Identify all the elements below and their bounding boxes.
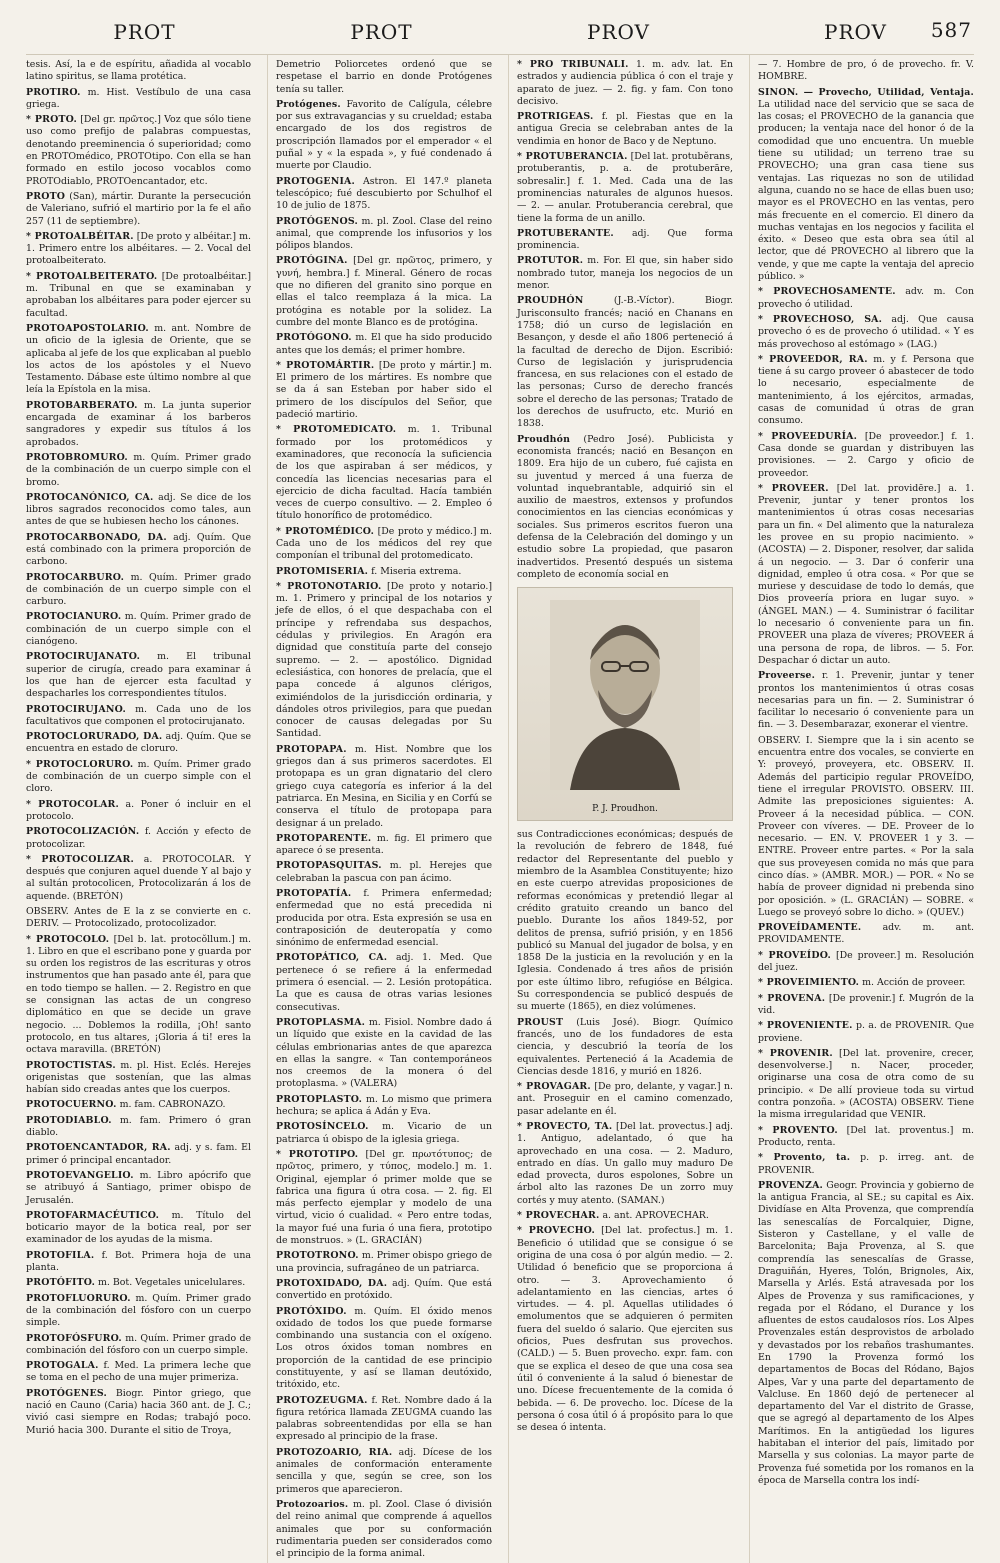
entry-definition: a. PROTOCOLAR. Y después que conjuren aquel duende Y al bajo y al sultán protocolicen, Protocolizarán á los de aquende. (BRETÓN) (26, 853, 251, 902)
column-2 (267, 55, 492, 1563)
entry-definition: f. Primera enfermedad; enfermedad que no está precedida ni producida por otra. Esta expresión se usa en contraposición de deuteropatía y como sinónimo de enfermedad esencial. (276, 888, 492, 949)
entry-definition: adj. Quím. Que está convertido en protóxido. (276, 1277, 492, 1302)
entry-headword: PROTOCIRUJANO. (26, 703, 126, 715)
entry-definition: adj. 1. Med. Que pertenece ó se refiere á la enfermedad primera ó esencial. — 2. Lesión protopática. La que es causa de otras varias lesiones consecutivas. (276, 952, 492, 1013)
entry-headword: PROTOCARBURO. (26, 571, 125, 583)
dictionary-entry (758, 431, 974, 480)
dictionary-entry (26, 271, 251, 320)
entry-headword: * PROVAGAR. (517, 1081, 591, 1093)
entry-headword: PROTOCOLIZACIÓN. (26, 826, 140, 838)
entry-definition: m. Acción de proveer. (862, 977, 966, 989)
entry-headword: * PROTONOTARIO. (276, 580, 382, 592)
dictionary-entry (26, 1115, 251, 1140)
header-word-3: PROV (586, 20, 650, 44)
entry-headword: PROTÓGENES. (26, 1387, 107, 1399)
entry-definition: [Del lat. proventus.] m. Producto, renta. (758, 1124, 974, 1148)
entry-headword: PROTOSÍNCELO. (276, 1121, 369, 1133)
entry-headword: PROTOGENIA. (276, 175, 355, 187)
entry-headword: PROTOPASQUITAS. (276, 860, 382, 872)
dictionary-entry (758, 977, 974, 989)
entry-definition: (Pedro José). Publicista y economista francés; nació en Besançon en 1809. Era hijo de un cubero, fué cajista en su juventud y merced á una fuerza de voluntad inquebrantable, adquirió sin el auxilio de maestros, extensos y profundos conocimientos en las ciencias económicas y sociales. Sus primeros escritos fueron una defensa de la Celebración del domingo y un estudio sobre La propiedad, que pasaron inadvertidos. Presentó después un sistema completo de economía social en (517, 433, 733, 580)
entry-definition: m. Quím. Primer grado de la combinación del fósforo con un cuerpo simple. (26, 1292, 251, 1329)
entry-definition: m. Quím. El óxido menos oxidado de todos los que puede formarse combinando una sustancia con el oxígeno. Los otros óxidos toman nombres en proporción de la cantidad de ese principio constituyente, y así se llaman deutóxido, tritóxido, etc. (276, 1305, 493, 1391)
entry-headword: PROTOENCANTADOR, RA. (26, 1142, 171, 1154)
entry-headword: PROTOZEUGMA. (276, 1394, 368, 1406)
dictionary-entry (758, 354, 974, 428)
dictionary-entry (276, 1149, 492, 1247)
entry-definition: [Del lat. providēre.] a. 1. Prevenir, juntar y tener prontos los mantenimientos ú otras cosas necesarias para un fin. « Del alimento que la naturaleza les provee en su propio nacimiento. » (ACOSTA) — 2. Disponer, resolver, dar salida á un negocio. — 3. Dar ó conferir una dignidad, empleo ú otra cosa. « Por que se muriese y descuidase de todo lo demás, que Dios proveería priora en lugar suyo. » (ÁNGEL MAN.) — 4. Suministrar ó facilitar lo necesario ó conveniente para un fin. PROVEER una plaza de víveres; PROVEER á una persona de ropa, de libros. — 5. For. Despachar ó dictar un auto. (758, 482, 974, 666)
entry-headword: PROTOMISERIA. (276, 565, 369, 577)
entry-headword: * PROVECTO, TA. (517, 1121, 613, 1132)
dictionary-entry (758, 1180, 974, 1487)
entry-definition: adj. Dícese de los animales de conformación enteramente sencilla y que, según se cree, son los primeros que aparecieron. (276, 1446, 492, 1495)
dictionary-entry (517, 1225, 733, 1434)
dictionary-entry (26, 704, 251, 729)
entry-headword: PROTOCUERNO. (26, 1099, 117, 1111)
entry-definition: m. Libro apócrifo que se atribuyó á Santiago, primer obispo de Jerusalén. (26, 1169, 252, 1206)
entry-definition: adj. Se dice de los libros sagrados reconocidos como tales, aun antes de que se hubiesen hecho los cánones. (26, 491, 252, 528)
entry-headword: PROTOFILA. (26, 1249, 95, 1261)
entry-headword: PROTRIGEAS. (517, 111, 594, 123)
entry-headword: * PROVECHO. (517, 1225, 595, 1237)
dictionary-entry (26, 452, 251, 489)
dictionary-entry (26, 1277, 251, 1289)
entry-headword: PROUST (517, 1016, 564, 1028)
columns (26, 54, 975, 1560)
entry-definition: Favorito de Calígula, célebre por sus extravagancias y su crueldad; estaba encargado de los dos registros de proscripción llamados por el emperador « el puñal » y « la espada », y fué condenado á muerte por Claudio. (276, 98, 492, 172)
entry-definition: f. pl. Fiestas que en la antigua Grecia se celebraban antes de la vendimia en honor de Baco y de Neptuno. (517, 111, 733, 147)
entry-headword: PROTÓXIDO. (276, 1305, 347, 1317)
entry-definition: a. Poner ó incluir en el protocolo. (26, 798, 251, 822)
entry-definition: [De protoalbéitar.] m. Tribunal en que se examinaban y aprobaban los albéitares para poder ejercer su facultad. (26, 270, 251, 319)
dictionary-entry (276, 1499, 492, 1560)
entry-definition: m. Lo mismo que primera hechura; se aplica á Adán y Eva. (276, 1093, 492, 1118)
dictionary-entry (276, 566, 492, 578)
entry-definition: m. Fisiol. Nombre dado á un líquido que existe en la cavidad de las células embrionarias antes de que aparezca en ellas la sangre. « Tan contemporáneos nos creemos de la monera ó del protoplasma. » (VALERA) (276, 1016, 492, 1090)
dictionary-entry (758, 1152, 974, 1177)
dictionary-entry (26, 1360, 251, 1385)
entry-headword: PROTO (26, 190, 66, 202)
entry-headword: * PROVENIENTE. (758, 1020, 853, 1032)
entry-headword: PROTOCIRUJANATO. (26, 651, 141, 663)
entry-definition: m. La junta superior encargada de examinar á los barberos sangradores y expedir sus títulos á los aprobados. (26, 399, 252, 448)
entry-headword: PROTOTRONO. (276, 1250, 359, 1262)
entry-headword: * PROVEER. (758, 482, 829, 494)
entry-definition: tesis. Así, la e de espíritu, añadida al vocablo latino spiritus, se llama protética. (26, 59, 251, 83)
dictionary-entry (758, 950, 974, 975)
entry-definition: m. For. El que, sin haber sido nombrado tutor, maneja los negocios de un menor. (517, 255, 733, 292)
dictionary-entry (26, 323, 251, 397)
dictionary-entry (517, 295, 733, 430)
column-1 (26, 55, 251, 1563)
entry-definition: [De provenir.] f. Mugrón de la vid. (758, 992, 974, 1016)
dictionary-entry (26, 1142, 251, 1167)
entry-definition: m. pl. Zool. Clase ó división del reino animal que comprende á aquellos animales que por su conformación rudimentaria pueden ser considerados como el principio de la forma animal. (276, 1498, 492, 1560)
dictionary-entry (276, 332, 492, 357)
entry-headword: PROTOPÁTICO, CA. (276, 952, 388, 964)
dictionary-entry (26, 759, 251, 796)
entry-headword: * PROTOTIPO. (276, 1148, 359, 1160)
entry-headword: * PROTOCOLIZAR. (26, 853, 134, 865)
column-3-entries (517, 59, 733, 581)
dictionary-entry (758, 1020, 974, 1045)
column-3-entries-after (517, 829, 733, 1434)
dictionary-entry (26, 651, 251, 700)
dictionary-entry (276, 526, 492, 563)
entry-headword: * PROVEIMIENTO. (758, 977, 860, 989)
entry-definition: m. Hist. Nombre que los griegos dan á sus primeros sacerdotes. El protopapa es un gran dignatario del clero griego cuya categoría es inferior á la del patriarca. En Mesina, en Sicilia y en Corfú se conserva el título de protopapa para designar á un prelado. (276, 743, 492, 829)
dictionary-entry (758, 735, 974, 919)
entry-headword: PROTODIABLO. (26, 1114, 112, 1126)
dictionary-entry (758, 314, 974, 351)
dictionary-entry (517, 1017, 733, 1078)
dictionary-entry (517, 255, 733, 292)
dictionary-entry (26, 1170, 251, 1207)
entry-definition: [Del b. lat. protocŏllum.] m. 1. Libro en que el escribano pone y guarda por su orden los registros de las escrituras y otros instrumentos que han pasado ante él, para que en todo tiempo se hallen. — 2. Registro en que se consignan las actas de un congreso diplomático en que se decide un grave negocio. ... Doblemos la rodilla, ¡Oh! santo protocolo, en tus altares, ¡Gloria á ti! eres la octava maravilla. (BRETÓN) (26, 933, 251, 1056)
entry-headword: * PROVEEDOR, RA. (758, 353, 868, 365)
entry-headword: PROTÓGINA. (276, 255, 348, 267)
dictionary-entry (26, 231, 251, 268)
entry-headword: PROTOPLASMA. (276, 1016, 366, 1028)
entry-headword: * PROTOCOLAR. (26, 798, 120, 810)
entry-definition: adj. Que causa provecho ó es de provecho ó utilidad. « Y es más provechoso al estómago » (LAG.) (758, 313, 974, 350)
entry-headword: PROTOCARBONADO, DA. (26, 531, 167, 543)
entry-definition: [Del gr. πρῶτος, primero, y γυνή, hembra.] f. Mineral. Género de rocas que no difieren del granito sino porque en ellas el talco reemplaza á la mica. La protógina es notable por la solidez. La cumbre del monte Blanco es de protógina. (276, 255, 492, 328)
proudhon-portrait (517, 587, 733, 821)
dictionary-entry (276, 888, 492, 949)
dictionary-entry (276, 952, 492, 1013)
entry-definition: [De proto y albéitar.] m. 1. Primero entre los albéitares. — 2. Vocal del protoalbeiterato. (26, 230, 251, 267)
entry-definition: m. El que ha sido producido antes que los demás; el primer hombre. (276, 332, 493, 356)
entry-headword: Protógenes. (276, 98, 341, 110)
dictionary-entry (26, 114, 251, 188)
dictionary-entry (26, 492, 251, 529)
dictionary-entry (276, 255, 492, 329)
column-4-entries (758, 59, 974, 1487)
dictionary-entry (276, 1278, 492, 1303)
entry-definition: (J.-B.-Víctor). Biogr. Jurisconsulto francés; nació en Chanans en 1758; dió un curso de legislación en Besançon, y desde el año 1806 perteneció á la facultad de derecho de Dijon. Escribió: Curso de legislación y jurisprudencia francesa, en sus relaciones con el estado de las personas; Curso de derecho francés sobre el derecho de las personas; Tratado de los derechos de usufructo, etc. Murió en 1838. (517, 295, 733, 430)
dictionary-entry (517, 1081, 733, 1118)
entry-definition: f. Ret. Nombre dado á la figura retórica llamada ZEUGMA cuando las palabras sobreentendidas por ella se han expresado al principio de la frase. (276, 1394, 492, 1443)
dictionary-entry (26, 1060, 251, 1097)
entry-definition: Biogr. Pintor griego, que nació en Cauno (Caria) hacia 360 ant. de J. C.; vivió casi siempre en Rodas; trabajó poco. Murió hacia 300. Durante el sitio de Troya, (26, 1387, 251, 1436)
entry-headword: PROTOCIANURO. (26, 611, 122, 623)
entry-definition: f. Miseria extrema. (371, 565, 462, 577)
entry-headword: PROTOPARENTE. (276, 832, 372, 844)
dictionary-entry (26, 1210, 251, 1247)
entry-headword: PROTUTOR. (517, 255, 584, 267)
entry-definition: (Luis José). Biogr. Químico francés, uno de los fundadores de esta ciencia, y descubrió la teoría de los equivalentes. Perteneció á la Academia de Ciencias desde 1816, y murió en 1826. (517, 1016, 733, 1077)
entry-definition: m. Quím. Primer grado de combinación de un cuerpo simple con el cianógeno. (26, 611, 251, 648)
column-1-entries (26, 59, 251, 1437)
entry-definition: p. p. irreg. ant. de PROVENIR. (758, 1152, 974, 1176)
entry-headword: * PROVEEDURÍA. (758, 430, 858, 442)
dictionary-entry (26, 191, 251, 228)
entry-definition: p. a. de PROVENIR. Que proviene. (758, 1020, 974, 1044)
dictionary-entry (26, 572, 251, 609)
column-4 (749, 55, 974, 1563)
entry-headword: PROTOFÓSFURO. (26, 1332, 122, 1344)
running-header (26, 10, 974, 54)
entry-definition: Astron. El 147.º planeta telescópico; fué descubierto por Schulhof el 10 de julio de 1875. (276, 175, 492, 212)
entry-headword: * PROVECHAR. (517, 1210, 600, 1222)
dictionary-entry (26, 1293, 251, 1330)
column-2-entries (276, 59, 492, 1560)
entry-definition: [De proveedor.] f. 1. Casa donde se guardan y distribuyen las provisiones. — 2. Cargo y oficio de proveedor. (758, 430, 974, 479)
entry-headword: PROTOPATÍA. (276, 888, 352, 899)
entry-definition: [Del lat. profectus.] m. 1. Beneficio ó utilidad que se consigue ó se origina de una cosa ó por algún medio. — 2. Utilidad ó beneficio que se proporciona á otro. — 3. Aprovechamiento ó adelantamiento en las ciencias, artes ó virtudes. — 4. pl. Aquellas utilidades ó emolumentos que se adquieren ó permiten fuera del sueldo ó salario. Que ejerciten sus oficios, Pues desfrutan sus provechos. (CALD.) — 5. Buen provecho. expr. fam. con que se explica el deseo de que una cosa sea útil ó conveniente á la salud ó bienestar de uno. Dícese frecuentemente de la comida ó bebida. — 6. De provecho. loc. Dícese de la persona ó cosa útil ó á propósito para lo que se desea ó intenta. (517, 1225, 733, 1434)
entry-headword: * PROTUBERANCIA. (517, 151, 628, 163)
dictionary-entry (276, 1121, 492, 1146)
entry-definition: [Del gr. πρωτότυπος; de πρῶτος, primero, y τύπος, modelo.] m. 1. Original, ejemplar ó primer molde que se fabrica una figura ú otra cosa. — 2. fig. El más perfecto ejemplar y modelo de una virtud, vicio ó cualidad. « Pero entre todas, la mayor fué una furia ó una fiera, prototipo de monstruos. » (L. GRACIÁN) (276, 1148, 492, 1247)
entry-definition: [De pro, delante, y vagar.] n. ant. Proseguir en el camino comenzado, pasar adelante en él. (517, 1081, 733, 1117)
entry-definition: m. Quím. Primer grado de combinación de un cuerpo simple con el cloro. (26, 758, 251, 795)
dictionary-entry (517, 151, 733, 225)
entry-definition: [Del lat. provectus.] adj. 1. Antiguo, adelantado, ó que ha aprovechado en una cosa. — 2. Maduro, entrado en días. Un gallo muy maduro De edad provecta, duros espolones, Sobre un árbol alto las razones De un zorro muy cortés y muy atento. (SAMAN.) (517, 1121, 734, 1206)
dictionary-entry (276, 59, 492, 96)
entry-headword: * PROTO. (26, 114, 77, 126)
dictionary-entry (276, 1306, 492, 1392)
entry-definition: — 7. Hombre de pro, ó de provecho. fr. V. HOMBRE. (758, 59, 974, 83)
entry-headword: * PROVECHOSO, SA. (758, 313, 883, 325)
entry-definition: Demetrio Poliorcetes ordenó que se respetase el barrio en donde Protógenes tenía su taller. (276, 59, 492, 95)
header-word-4-wrap (737, 20, 974, 44)
entry-headword: * Provento, ta. (758, 1152, 851, 1164)
entry-definition: m. El tribunal superior de cirugía, creado para examinar á los que han de ejercer esta facultad y despacharles los correspondientes títulos. (26, 651, 251, 700)
dictionary-entry (276, 360, 492, 421)
entry-headword: PROUDHÓN (517, 295, 584, 307)
dictionary-entry (276, 833, 492, 858)
entry-headword: PROTOAPOSTOLARIO. (26, 322, 149, 334)
portrait-engraving (550, 600, 700, 790)
dictionary-entry (758, 483, 974, 667)
entry-definition: f. Bot. Primera hoja de una planta. (26, 1249, 251, 1274)
entry-definition: adj. Que forma prominencia. (517, 227, 733, 252)
entry-headword: Proveerse. (758, 670, 816, 682)
entry-definition: m. 1. Tribunal formado por los protomédicos y examinadores, que reconocía la suficiencia de los que aspiraban á ser médicos, y concedía las licencias necesarias para el ejercicio de dicha facultad. Hacía también veces de cuerpo consultivo. — 2. Empleo ó título honorífico de protomédico. (276, 424, 492, 522)
dictionary-entry (26, 731, 251, 756)
header-word-2: PROT (350, 20, 413, 44)
entry-definition: adv. m. ant. PROVIDAMENTE. (758, 922, 974, 946)
dictionary-entry (276, 744, 492, 830)
dictionary-entry (276, 424, 492, 522)
dictionary-entry (26, 1099, 251, 1111)
dictionary-entry (276, 176, 492, 213)
entry-headword: * PROVECHOSAMENTE. (758, 286, 896, 298)
dictionary-entry (517, 1210, 733, 1222)
dictionary-entry (758, 1048, 974, 1122)
entry-headword: * PROVEÍDO. (758, 949, 831, 961)
entry-definition: La utilidad nace del servicio que se saca de las cosas; el PROVECHO de la ganancia que producen; la ventaja nace del honor ó de la comodidad que uno encuentra. Un mueble tiene su utilidad; un terreno trae su PROVECHO; una gran casa tiene sus ventajas. Las riquezas no son de utilidad alguna, cuando no se hace de ellas buen uso; mayor es el PROVECHO en las ventas, pero más frecuente en el comercio. El dinero da muchas ventajas en los negocios y facilita el éxito. « Deseo que esta obra sea útil al lector, que dé PROVECHO al librero que la vende, y que me capte la ventaja del aprecio público. » (758, 98, 974, 283)
entry-definition: m. fam. Primero ó gran diablo. (26, 1114, 252, 1139)
dictionary-entry (517, 434, 733, 582)
entry-headword: PROTOCTISTAS. (26, 1059, 116, 1071)
entry-definition: adj. Quím. Que está combinado con la primera proporción de carbono. (26, 531, 251, 568)
entry-headword: PROTÓGONO. (276, 332, 352, 344)
entry-headword: * PROVENTO. (758, 1124, 838, 1136)
entry-definition: [Del lat. protubĕrans, protuberantis, p. a. de protuberāre, sobresalir.] f. 1. Med. Cada una de las prominencias naturales de algunos huesos. — 2. — anular. Protuberancia cerebral, que tiene la forma de un anillo. (517, 151, 734, 224)
entry-definition: m. pl. Herejes que celebraban la pascua con pan ácimo. (276, 860, 492, 884)
entry-definition: m. Hist. Vestíbulo de una casa griega. (26, 86, 251, 110)
dictionary-entry (26, 611, 251, 648)
dictionary-entry (26, 1250, 251, 1275)
dictionary-entry (276, 1017, 492, 1091)
entry-headword: * PRO TRIBUNALI. (517, 59, 629, 70)
entry-definition: f. Acción y efecto de protocolizar. (26, 826, 252, 850)
dictionary-entry (276, 99, 492, 173)
dictionary-entry (758, 87, 974, 284)
dictionary-entry (26, 532, 251, 569)
entry-definition: sus Contradicciones económicas; después de la revolución de febrero de 1848, fué redactor del Representante del pueblo y miembro de la Asamblea Constituyente; hizo en este cuerpo atrevidas proposiciones de reformas económicas y pretendió llegar al crédito gratuito creando un banco del pueblo. Durante los años 1849-52, por delitos de prensa, sufrió prisión, y en 1856 publicó su Manual del jugador de bolsa, y en 1858 De la justicia en la revolución y en la Iglesia. Condenado á tres años de prisión por este último libro, refugióse en Bélgica. Su correspondencia se publicó después de su muerte (1865), en diez volúmenes. (517, 829, 733, 1013)
entry-headword: * PROTOALBEITERATO. (26, 270, 158, 282)
entry-headword: PROTÓFITO. (26, 1277, 96, 1289)
entry-definition: m. fam. CABRONAZO. (119, 1099, 226, 1111)
dictionary-entry (758, 59, 974, 84)
entry-definition: m. Bot. Vegetales unicelulares. (98, 1277, 246, 1289)
entry-definition: [De proto y mártir.] m. El primero de los mártires. Es nombre que se da á san Esteban por haber sido el primero de los discípulos del Señor, que padeció martirio. (276, 359, 493, 421)
entry-headword: PROTOCANÓNICO, CA. (26, 491, 154, 503)
entry-headword: PROTOFLUORURO. (26, 1292, 131, 1304)
entry-definition: (San), mártir. Durante la persecución de Valeriano, sufrió el martirio por la fe el año 257 (11 de septiembre). (26, 190, 251, 227)
entry-headword: * PROTOCOLO. (26, 933, 110, 945)
entry-headword: Proudhón (517, 433, 571, 445)
dictionary-entry (276, 581, 492, 741)
entry-headword: PROTÓGENOS. (276, 215, 358, 227)
entry-headword: SINON. — Provecho, Utilidad, Ventaja. (758, 86, 974, 98)
entry-definition: [De proto y médico.] m. Cada uno de los médicos del rey que componían el tribunal del protomedicato. (276, 525, 493, 562)
entry-headword: PROTOEVANGELIO. (26, 1169, 134, 1181)
entry-headword: Protozoarios. (276, 1498, 349, 1510)
dictionary-entry (758, 286, 974, 311)
entry-definition: m. Quím. Primer grado de combinación del fósforo con un cuerpo simple. (26, 1332, 251, 1356)
header-word-4: PROV (823, 20, 887, 44)
entry-headword: PROTOPAPA. (276, 743, 347, 755)
entry-headword: PROTOBARBERATO. (26, 399, 138, 411)
header-word-1: PROT (113, 20, 176, 44)
entry-headword: * PROTOMÉDICO. (276, 525, 375, 537)
dictionary-entry (517, 1121, 733, 1207)
entry-definition: m. Quím. Primer grado de la combinación de un cuerpo simple con el bromo. (26, 451, 251, 488)
portrait-caption: P. J. Proudhon. (592, 804, 658, 815)
entry-definition: m. Primer obispo griego de una provincia, sufragáneo de un patriarca. (276, 1250, 492, 1274)
dictionary-entry (276, 1447, 492, 1496)
entry-definition: a. ant. APROVECHAR. (602, 1210, 709, 1222)
entry-definition: OBSERV. I. Siempre que la i sin acento se encuentra entre dos vocales, se convierte en Y: proveyó, proveyera, etc. OBSERV. II. Además del participio regular PROVEÍDO, tiene el irregular PROVISTO. OBSERV. III. Admite las preposiciones siguientes: A. Proveer á la necesidad pública. — CON. Proveer con víveres. — DE. Proveer de lo necesario. — EN. V. PROVEER 1 y 3. — ENTRE. Proveer entre partes. « Por la sala que sus proveyesen comida no más que para cinco días. » (AMBR. MOR.) — POR. « No se había de proveer dignidad ni prebenda sino por oposición. » (L. GRACIÁN) — SOBRE. « Luego se proveyó sobre lo dicho. » (QUEV.) (758, 734, 974, 918)
dictionary-entry (26, 1388, 251, 1437)
dictionary-entry (26, 1333, 251, 1358)
entry-definition: m. y f. Persona que tiene á su cargo proveer ó abastecer de todo lo necesario, especialmente de mantenimiento, á los ejércitos, armadas, casas de comunidad ú otras de gran consumo. (758, 353, 974, 427)
entry-headword: * PROVENIR. (758, 1047, 833, 1059)
entry-definition: [Del lat. provenire, crecer, desenvolverse.] n. Nacer, proceder, originarse una cosa de otra como de su principio. « De allí provieue toda su virtud contra ponzoña. » (ACOSTA) OBSERV. Tiene la misma irregularidad que VENIR. (758, 1047, 974, 1121)
dictionary-entry (517, 829, 733, 1013)
dictionary-entry (276, 1094, 492, 1119)
dictionary-entry (758, 993, 974, 1018)
dictionary-entry (276, 1395, 492, 1444)
dictionary-entry (26, 854, 251, 903)
dictionary-entry (276, 216, 492, 253)
entry-definition: m. Quím. Primer grado de combinación de un cuerpo simple con el carburo. (26, 571, 251, 608)
entry-definition: r. 1. Prevenir, juntar y tener prontos los mantenimientos ú otras cosas necesarias para un fin. — 2. Suministrar ó facilitar lo necesario ó conveniente para un fin. — 3. Desembarazar, exonerar el vientre. (758, 670, 974, 731)
dictionary-entry (26, 87, 251, 112)
entry-headword: * PROVENA. (758, 992, 826, 1004)
entry-definition: m. Cada uno de los facultativos que componen el protocirujanato. (26, 703, 252, 727)
column-3 (508, 55, 733, 1563)
entry-definition: m. ant. Nombre de un oficio de la iglesia de Oriente, que se aplicaba al jefe de los que explicaban al pueblo los actos de los apóstoles y el Nuevo Testamento. Dábase este último nombre al que leía la Epístola en la misa. (26, 322, 251, 396)
dictionary-entry (26, 799, 251, 824)
entry-headword: PROTIRO. (26, 86, 81, 98)
entry-definition: [De proto y notario.] m. 1. Primero y principal de los notarios y jefe de ellos, ó el que despachaba con el príncipe y refrendaba sus despachos, cédulas y privilegios. En Aragón era dignidad que constituía parte del consejo supremo. — 2. — apostólico. Dignidad eclesiástica, con honores de prelacía, que el papa concede á algunos clérigos, eximiéndolos de la jurisdicción ordinaria, y dándoles otros privilegios, para que puedan conocer de causas delegadas por Su Santidad. (276, 580, 492, 740)
entry-definition: m. pl. Zool. Clase del reino animal, que comprende los infusorios y los pólipos blandos. (276, 215, 492, 252)
entry-definition: m. Título del boticario mayor de la botica real, por ser examinador de los ayudas de la misma. (26, 1209, 251, 1246)
entry-definition: adj. y s. fam. El primer ó principal encantador. (26, 1142, 251, 1166)
entry-definition: OBSERV. Antes de E la z se convierte en c. DERIV. — Protocolizado, protocolizador. (26, 906, 251, 930)
entry-definition: 1. m. adv. lat. En estrados y audiencia pública ó con el traje y aparato de juez. — 2. fig. y fam. Con tono decisivo. (517, 59, 733, 107)
entry-headword: * PROTOMEDICATO. (276, 424, 397, 436)
dictionary-entry (758, 922, 974, 947)
entry-headword: * PROTOMÁRTIR. (276, 359, 375, 371)
entry-definition: m. fig. El primero que aparece ó se presenta. (276, 832, 492, 857)
page-number: 587 (930, 18, 972, 42)
dictionary-entry (517, 111, 733, 148)
entry-definition: [Del gr. πρῶτος.] Voz que sólo tiene uso como prefijo de palabras compuestas, denotando preeminencia ó superioridad; como en PROTOmédico, PROTOtipo. Con ella se han formado en estilo jocoso vocablos como PROTOdiablo, PROTOencantador, etc. (26, 114, 251, 187)
dictionary-entry (276, 860, 492, 885)
entry-headword: PROTOPLASTO. (276, 1093, 363, 1105)
entry-headword: PROTOGALA. (26, 1360, 99, 1372)
entry-headword: * PROTOCLORURO. (26, 758, 134, 770)
entry-headword: PROTOFARMACÉUTICO. (26, 1209, 160, 1221)
dictionary-entry (26, 400, 251, 449)
entry-headword: * PROTOALBÉITAR. (26, 230, 134, 242)
entry-definition: [De proveer.] m. Resolución del juez. (758, 949, 975, 974)
entry-headword: PROVENZA. (758, 1179, 824, 1191)
dictionary-entry (758, 670, 974, 731)
entry-definition: f. Med. La primera leche que se toma en el pecho de una mujer primeriza. (26, 1360, 251, 1384)
dictionary-entry (276, 1250, 492, 1275)
entry-definition: adv. m. Con provecho ó utilidad. (758, 286, 974, 310)
dictionary-entry (26, 59, 251, 84)
entry-definition: m. Vicario de un patriarca ú obispo de la iglesia griega. (276, 1121, 492, 1145)
dictionary-entry (517, 59, 733, 108)
dictionary-entry (26, 906, 251, 931)
entry-headword: PROTOBROMURO. (26, 451, 128, 463)
entry-headword: PROTOXIDADO, DA. (276, 1277, 388, 1289)
entry-definition: Geogr. Provincia y gobierno de la antigua Francia, al SE.; su capital es Aix. Dividíase en Alta Provenza, que comprendía las senescalías de Forcalquier, Digne, Sisteron y Castellane, y el valle de Barcelonita; Baja Provenza, al S. que comprendía las senescalías de Grasse, Draguiñán, Hyeres, Tolón, Brignoles, Aix, Marsella y Arlés. Está atravesada por los Alpes de Provenza y sus ramificaciones, y regada por el Ródano, el Durance y los afluentes de estos caudalosos ríos. Los Alpes Provenzales están desprovistos de arbolado y devastados por los rebaños trashumantes. En 1790 la Provenza formó los departamentos de Bocas del Ródano, Bajos Alpes, Var y una parte del departamento de Valcluse. En 1860 dejó de pertenecer al departamento del Var el distrito de Grasse, que se agregó al departamento de los Alpes Marítimos. En la antigüedad los ligures habitaban el interior del país, limitado por Marsella y sus colonias. La mayor parte de Provenza fué sometida por los romanos en la época de Marsella contra los indí- (758, 1179, 974, 1486)
entry-headword: PROTOZOARIO, RIA. (276, 1446, 393, 1458)
entry-headword: PROVEÍDAMENTE. (758, 922, 862, 934)
dictionary-entry (517, 228, 733, 253)
dictionary-entry (758, 1125, 974, 1150)
dictionary-entry (26, 826, 251, 851)
entry-definition: m. pl. Hist. Eclés. Herejes origenistas que sostenían, que las almas habían sido creadas antes que los cuerpos. (26, 1059, 251, 1096)
entry-headword: PROTUBERANTE. (517, 227, 614, 239)
entry-definition: adj. Quím. Que se encuentra en estado de cloruro. (26, 731, 251, 755)
entry-headword: PROTOCLORURADO, DA. (26, 731, 163, 743)
dictionary-entry (26, 934, 251, 1057)
